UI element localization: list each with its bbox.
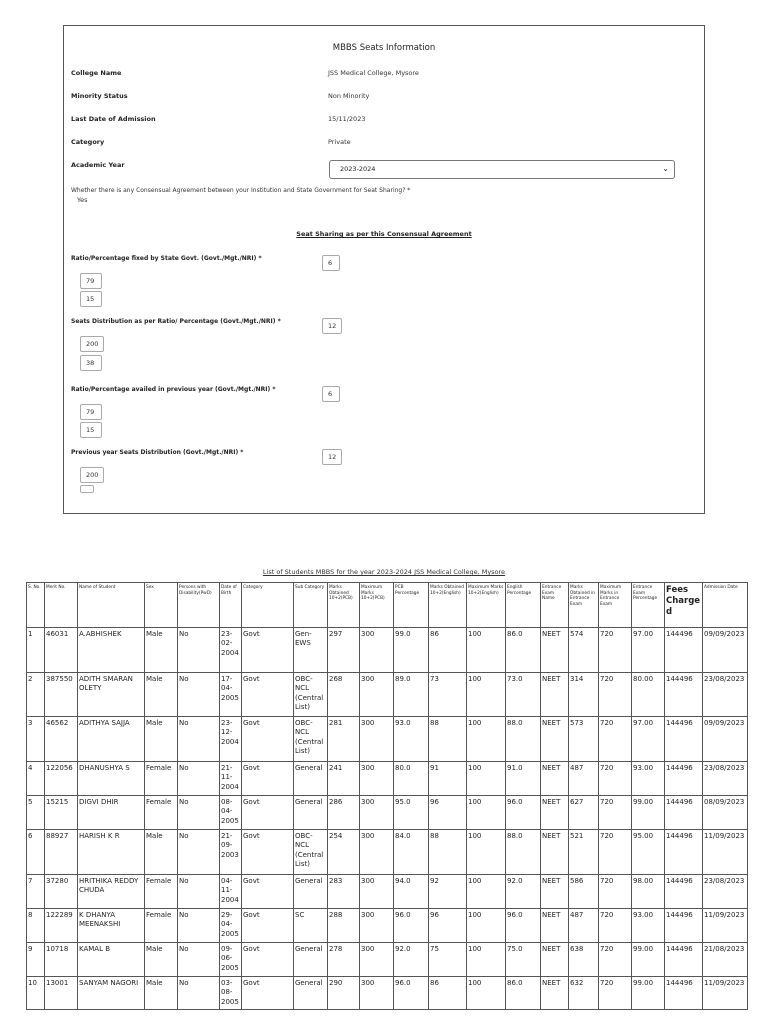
col-header: PCB Percentage (394, 583, 429, 628)
table-cell: 23/08/2023 (703, 673, 748, 717)
table-cell: Govt (242, 943, 294, 977)
table-cell: DIGVI DHIR (78, 796, 145, 830)
table-cell: 99.00 (632, 796, 665, 830)
table-cell: 144496 (665, 977, 703, 1010)
table-cell: 23-12-2004 (220, 717, 242, 762)
table-cell: Female (145, 796, 178, 830)
table-row (27, 909, 748, 943)
ratio-fixed-nri-field[interactable]: 15 (80, 291, 102, 307)
table-cell: 7 (27, 875, 45, 909)
seats-distribution-nri-field[interactable]: 38 (80, 355, 102, 371)
table-cell: 99.00 (632, 977, 665, 1010)
table-cell: 5 (27, 796, 45, 830)
table-cell: 720 (599, 830, 632, 875)
table-cell: 100 (467, 909, 506, 943)
table-cell: Govt (242, 673, 294, 717)
table-cell: 86 (429, 628, 467, 673)
table-cell: No (178, 762, 220, 796)
seats-distribution-mgt-field[interactable]: 200 (80, 336, 104, 352)
table-cell: Govt (242, 628, 294, 673)
students-table (26, 582, 748, 1010)
col-header: S. No. (27, 583, 45, 628)
consensual-agreement-answer: Yes (77, 196, 88, 204)
table-cell: 29-04-2005 (220, 909, 242, 943)
table-cell: Govt (242, 796, 294, 830)
table-cell: 21-11-2004 (220, 762, 242, 796)
table-cell: Govt (242, 762, 294, 796)
table-cell: 100 (467, 673, 506, 717)
table-cell: 04-11-2004 (220, 875, 242, 909)
table-cell: Male (145, 977, 178, 1010)
table-cell: ADITH SMARAN OLETY (78, 673, 145, 717)
table-cell: 144496 (665, 909, 703, 943)
table-cell: 11/09/2023 (703, 977, 748, 1010)
table-cell: 11/09/2023 (703, 830, 748, 875)
table-cell: 96.0 (394, 909, 429, 943)
seats-info-panel (63, 25, 705, 514)
table-cell: 720 (599, 762, 632, 796)
previous-seats-mgt-field[interactable]: 200 (80, 467, 104, 483)
last-date-value: 15/11/2023 (328, 115, 366, 123)
ratio-previous-govt-field[interactable]: 6 (322, 386, 340, 402)
col-header: Merit No. (45, 583, 78, 628)
table-cell: General (294, 875, 328, 909)
table-cell: 80.00 (632, 673, 665, 717)
table-cell: 241 (328, 762, 360, 796)
table-cell: 93.00 (632, 909, 665, 943)
table-cell: No (178, 909, 220, 943)
table-cell: 100 (467, 762, 506, 796)
table-cell: DHANUSHYA S (78, 762, 145, 796)
table-cell: 283 (328, 875, 360, 909)
table-cell: 574 (569, 628, 599, 673)
table-cell: 122289 (45, 909, 78, 943)
table-cell: 37280 (45, 875, 78, 909)
table-cell: 300 (360, 830, 394, 875)
table-cell: SC (294, 909, 328, 943)
table-cell: 487 (569, 762, 599, 796)
col-header: Name of Student (78, 583, 145, 628)
table-cell: 2 (27, 673, 45, 717)
table-cell: 6 (27, 830, 45, 875)
ratio-previous-label: Ratio/Percentage availed in previous year (Govt./Mgt./NRI) * (71, 386, 276, 393)
table-cell: 300 (360, 977, 394, 1010)
table-cell: Female (145, 909, 178, 943)
table-cell: No (178, 796, 220, 830)
table-cell: 720 (599, 909, 632, 943)
table-cell: 144496 (665, 673, 703, 717)
table-cell: 91 (429, 762, 467, 796)
table-cell: NEET (541, 717, 569, 762)
table-cell: 94.0 (394, 875, 429, 909)
table-cell: 95.00 (632, 830, 665, 875)
table-cell: Govt (242, 909, 294, 943)
table-cell: 10718 (45, 943, 78, 977)
table-cell: KAMAL B (78, 943, 145, 977)
table-cell: 300 (360, 628, 394, 673)
table-cell: NEET (541, 943, 569, 977)
table-cell: 92.0 (394, 943, 429, 977)
academic-year-value: 2023-2024 (340, 165, 376, 173)
table-row (27, 796, 748, 830)
table-cell: 638 (569, 943, 599, 977)
table-cell: NEET (541, 909, 569, 943)
table-cell: 08/09/2023 (703, 796, 748, 830)
col-header: English Percentage (506, 583, 541, 628)
table-cell: 84.0 (394, 830, 429, 875)
ratio-fixed-label: Ratio/Percentage fixed by State Govt. (Govt./Mgt./NRI) * (71, 255, 262, 262)
table-cell: 96 (429, 796, 467, 830)
col-header: Category (242, 583, 294, 628)
minority-status-value: Non Minority (328, 92, 370, 100)
table-cell: 100 (467, 830, 506, 875)
col-header: Entrance Exam Name (541, 583, 569, 628)
table-cell: Male (145, 628, 178, 673)
table-cell: 586 (569, 875, 599, 909)
table-cell: 297 (328, 628, 360, 673)
table-cell: 254 (328, 830, 360, 875)
previous-seats-nri-field[interactable] (80, 485, 94, 493)
col-header: Admission Date (703, 583, 748, 628)
previous-seats-govt-field[interactable]: 12 (322, 449, 342, 465)
table-cell: Male (145, 673, 178, 717)
students-table-body (27, 628, 748, 1010)
col-header: Persons with Disability(PwD) (178, 583, 220, 628)
table-cell: 300 (360, 673, 394, 717)
previous-seats-label: Previous year Seats Distribution (Govt./Mgt./NRI) * (71, 449, 244, 456)
col-header: Maximum Marks 10+2(PCB) (360, 583, 394, 628)
table-row (27, 943, 748, 977)
table-cell: NEET (541, 875, 569, 909)
table-cell: 11/09/2023 (703, 909, 748, 943)
col-header: Maximum Marks in Entrance Exam (599, 583, 632, 628)
table-cell: NEET (541, 796, 569, 830)
table-cell: 96.0 (394, 977, 429, 1010)
table-cell: General (294, 762, 328, 796)
table-cell: 300 (360, 717, 394, 762)
table-cell: 290 (328, 977, 360, 1010)
table-cell: 100 (467, 628, 506, 673)
table-cell: 88 (429, 717, 467, 762)
table-cell: 21-09-2003 (220, 830, 242, 875)
table-cell: Female (145, 875, 178, 909)
table-cell: 99.00 (632, 943, 665, 977)
table-cell: 9 (27, 943, 45, 977)
table-cell: NEET (541, 673, 569, 717)
table-cell: Govt (242, 875, 294, 909)
consensual-agreement-question: Whether there is any Consensual Agreement between your Institution and State Government for Seat Sharing? * (71, 187, 411, 194)
table-cell: 8 (27, 909, 45, 943)
table-cell: 144496 (665, 762, 703, 796)
table-cell: 95.0 (394, 796, 429, 830)
table-cell: 73 (429, 673, 467, 717)
table-cell: No (178, 875, 220, 909)
table-cell: 03-08-2005 (220, 977, 242, 1010)
table-cell: HARISH K R (78, 830, 145, 875)
table-cell: 23/08/2023 (703, 875, 748, 909)
table-cell: 144496 (665, 628, 703, 673)
table-cell: 91.0 (506, 762, 541, 796)
table-cell: NEET (541, 977, 569, 1010)
academic-year-select[interactable] (329, 160, 675, 179)
table-cell: 98.00 (632, 875, 665, 909)
table-cell: HRITHIKA REDDY CHUDA (78, 875, 145, 909)
seat-sharing-heading: Seat Sharing as per this Consensual Agreement (296, 230, 472, 238)
table-cell: OBC-NCL (Central List) (294, 673, 328, 717)
table-cell: 46031 (45, 628, 78, 673)
col-header-fees: Fees Charged (665, 583, 703, 628)
ratio-fixed-mgt-field[interactable]: 79 (80, 273, 102, 289)
table-cell: 720 (599, 875, 632, 909)
table-cell: 88 (429, 830, 467, 875)
table-cell: No (178, 943, 220, 977)
col-header: Marks Obtained in Entrance Exam (569, 583, 599, 628)
table-cell: 89.0 (394, 673, 429, 717)
table-cell: OBC-NCL (Central List) (294, 830, 328, 875)
table-cell: Male (145, 943, 178, 977)
table-cell: NEET (541, 762, 569, 796)
table-cell: 300 (360, 796, 394, 830)
table-cell: 100 (467, 977, 506, 1010)
table-cell: 288 (328, 909, 360, 943)
table-cell: 86 (429, 977, 467, 1010)
table-row (27, 628, 748, 673)
minority-status-label: Minority Status (71, 92, 128, 100)
col-header: Entrance Exam Percentage (632, 583, 665, 628)
table-cell: 720 (599, 796, 632, 830)
table-cell: 13001 (45, 977, 78, 1010)
table-cell: 17-04-2005 (220, 673, 242, 717)
table-cell: OBC-NCL (Central List) (294, 717, 328, 762)
college-name-label: College Name (71, 69, 122, 77)
table-cell: General (294, 796, 328, 830)
panel-title: MBBS Seats Information (332, 43, 436, 53)
table-cell: 100 (467, 796, 506, 830)
table-cell: General (294, 943, 328, 977)
table-cell: General (294, 977, 328, 1010)
table-cell: 08-04-2005 (220, 796, 242, 830)
table-cell: 144496 (665, 796, 703, 830)
table-cell: 73.0 (506, 673, 541, 717)
table-cell: Govt (242, 717, 294, 762)
table-cell: No (178, 977, 220, 1010)
table-cell: 23-02-2004 (220, 628, 242, 673)
table-cell: Govt (242, 977, 294, 1010)
category-value: Private (328, 138, 351, 146)
table-cell: 281 (328, 717, 360, 762)
table-header-row (27, 583, 748, 628)
table-row (27, 717, 748, 762)
table-cell: 100 (467, 943, 506, 977)
table-cell: Female (145, 762, 178, 796)
table-cell: 99.0 (394, 628, 429, 673)
category-label: Category (71, 138, 105, 146)
table-cell: 3 (27, 717, 45, 762)
ratio-fixed-govt-field[interactable]: 6 (322, 255, 340, 271)
last-date-label: Last Date of Admission (71, 115, 156, 123)
table-cell: 300 (360, 909, 394, 943)
table-cell: NEET (541, 830, 569, 875)
table-cell: Male (145, 717, 178, 762)
table-cell: 93.0 (394, 717, 429, 762)
table-cell: 300 (360, 762, 394, 796)
table-cell: Govt (242, 830, 294, 875)
table-cell: 88.0 (506, 717, 541, 762)
table-cell: 96 (429, 909, 467, 943)
table-cell: 122056 (45, 762, 78, 796)
table-cell: 100 (467, 717, 506, 762)
table-cell: ADITHYA SAJJA (78, 717, 145, 762)
table-cell: 1 (27, 628, 45, 673)
table-cell: 93.00 (632, 762, 665, 796)
academic-year-label: Academic Year (71, 161, 125, 169)
chevron-down-icon: ⌄ (662, 164, 669, 173)
table-cell: A.ABHISHEK (78, 628, 145, 673)
col-header: Sub Category (294, 583, 328, 628)
table-cell: 88927 (45, 830, 78, 875)
students-list-title: List of Students MBBS for the year 2023-2024 JSS Medical College, Mysore (262, 568, 506, 576)
table-row (27, 977, 748, 1010)
table-cell: 144496 (665, 943, 703, 977)
ratio-previous-mgt-field[interactable]: 79 (80, 404, 102, 420)
ratio-previous-nri-field[interactable]: 15 (80, 422, 102, 438)
table-cell: 300 (360, 943, 394, 977)
table-cell: 720 (599, 628, 632, 673)
col-header: Date of Birth (220, 583, 242, 628)
table-cell: 75.0 (506, 943, 541, 977)
table-cell: 75 (429, 943, 467, 977)
table-cell: 720 (599, 943, 632, 977)
table-cell: 387550 (45, 673, 78, 717)
table-cell: Male (145, 830, 178, 875)
table-cell: 96.0 (506, 909, 541, 943)
table-cell: 46562 (45, 717, 78, 762)
table-cell: 92.0 (506, 875, 541, 909)
table-cell: No (178, 830, 220, 875)
table-cell: Gen-EWS (294, 628, 328, 673)
college-name-value: JSS Medical College, Mysore (328, 69, 419, 77)
table-cell: 521 (569, 830, 599, 875)
table-cell: 627 (569, 796, 599, 830)
table-cell: 96.0 (506, 796, 541, 830)
table-cell: 97.00 (632, 717, 665, 762)
table-row (27, 875, 748, 909)
table-cell: 100 (467, 875, 506, 909)
table-cell: SANYAM NAGORI (78, 977, 145, 1010)
col-header: Marks Obtained 10+2(PCB) (328, 583, 360, 628)
table-cell: 314 (569, 673, 599, 717)
table-cell: 09-06-2005 (220, 943, 242, 977)
col-header: Maximum Marks 10+2(English) (467, 583, 506, 628)
table-cell: 144496 (665, 875, 703, 909)
table-cell: 720 (599, 717, 632, 762)
table-cell: 80.0 (394, 762, 429, 796)
table-cell: 286 (328, 796, 360, 830)
table-cell: 10 (27, 977, 45, 1010)
table-cell: 15215 (45, 796, 78, 830)
table-cell: 86.0 (506, 628, 541, 673)
table-row (27, 830, 748, 875)
table-cell: K DHANYA MEENAKSHI (78, 909, 145, 943)
table-cell: 97.00 (632, 628, 665, 673)
table-cell: No (178, 673, 220, 717)
table-cell: 268 (328, 673, 360, 717)
table-cell: 86.0 (506, 977, 541, 1010)
table-cell: 4 (27, 762, 45, 796)
table-cell: 144496 (665, 830, 703, 875)
col-header: Marks Obtained 10+2(English) (429, 583, 467, 628)
table-cell: 278 (328, 943, 360, 977)
seats-distribution-label: Seats Distribution as per Ratio/ Percentage (Govt./Mgt./NRI) * (71, 318, 281, 325)
table-cell: NEET (541, 628, 569, 673)
seats-distribution-govt-field[interactable]: 12 (322, 318, 342, 334)
col-header: Sex (145, 583, 178, 628)
table-cell: 92 (429, 875, 467, 909)
table-cell: No (178, 628, 220, 673)
table-cell: 632 (569, 977, 599, 1010)
table-row (27, 762, 748, 796)
table-cell: 23/08/2023 (703, 762, 748, 796)
table-cell: 720 (599, 977, 632, 1010)
table-cell: 09/09/2023 (703, 628, 748, 673)
table-cell: 573 (569, 717, 599, 762)
table-cell: 144496 (665, 717, 703, 762)
table-cell: 09/09/2023 (703, 717, 748, 762)
table-cell: No (178, 717, 220, 762)
table-cell: 300 (360, 875, 394, 909)
table-row (27, 673, 748, 717)
table-cell: 88.0 (506, 830, 541, 875)
table-cell: 21/08/2023 (703, 943, 748, 977)
table-cell: 487 (569, 909, 599, 943)
table-cell: 720 (599, 673, 632, 717)
